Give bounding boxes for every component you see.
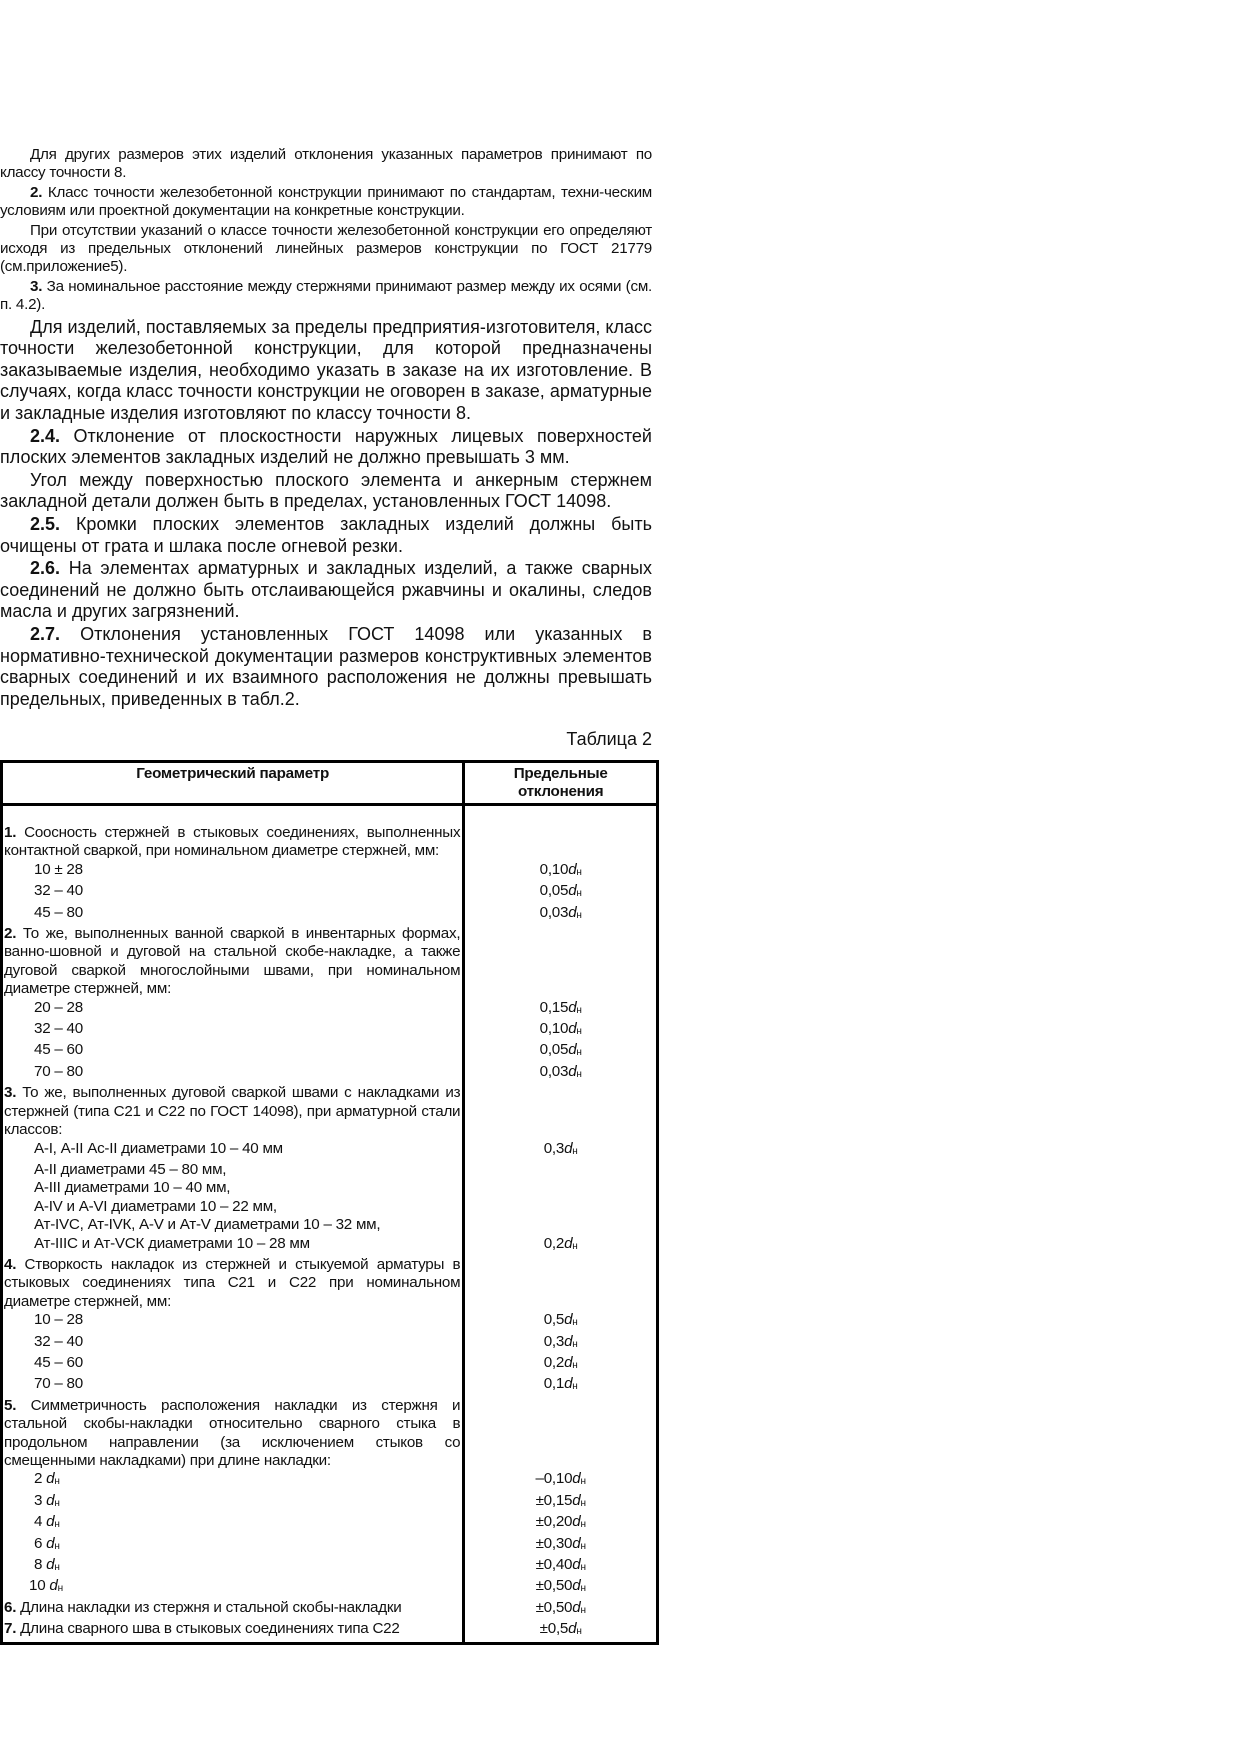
- deviation-subscript: н: [576, 888, 582, 900]
- clause-number: 2.5.: [30, 514, 61, 534]
- row-parameter: [2, 1354, 464, 1375]
- deviation-unit: d: [572, 1491, 581, 1509]
- deviation-unit: d: [568, 1041, 577, 1059]
- row-parameter-text: 10: [29, 1577, 50, 1595]
- table-row-section: [2, 824, 658, 861]
- row-parameter: [2, 1140, 464, 1161]
- paragraph-text: Для других размеров этих изделий отклонения указанных параметров принимают по классу точности 8.: [0, 146, 652, 182]
- deviation-value: 0,03: [539, 1062, 569, 1080]
- deviation-unit: d: [568, 998, 577, 1016]
- row-deviation: [464, 904, 658, 925]
- paragraph-text: Кромки плоских элементов закладных изделий должны быть очищены от грата и шлака после огневой резки.: [0, 514, 652, 556]
- deviation-value: 0,1: [543, 1375, 565, 1393]
- paragraph: [0, 426, 652, 469]
- deviation-unit: d: [564, 1375, 573, 1393]
- section-value: [464, 925, 658, 999]
- section-text: То же, выполненных дуговой сваркой швами с накладками из стержней (типа С21 и С22 по ГОСТ 14098), при арматурной стали классов:: [4, 1084, 461, 1139]
- row-parameter: [2, 861, 464, 882]
- row-parameter-text: 10 ± 28: [34, 860, 83, 878]
- table-row: [2, 1492, 658, 1513]
- row-parameter-text: А-IV и А-VI диаметрами 10 – 22 мм,: [34, 1197, 277, 1215]
- deviation-subscript: н: [580, 1562, 586, 1574]
- table-row: [2, 1470, 658, 1491]
- deviation-subscript: н: [576, 1047, 582, 1059]
- table-row: [2, 999, 658, 1020]
- paragraph: [0, 317, 652, 425]
- row-parameter: [2, 1235, 464, 1256]
- row-parameter-unit: d: [46, 1513, 55, 1531]
- clause-number: 3.: [30, 277, 43, 295]
- row-parameter-text: 4: [34, 1513, 47, 1531]
- table-row: [2, 1556, 658, 1577]
- paragraph: [0, 470, 652, 513]
- row-parameter: [2, 1513, 464, 1534]
- deviation-unit: d: [568, 1062, 577, 1080]
- row-deviation: [464, 1041, 658, 1062]
- table-row: [2, 1235, 658, 1256]
- deviation-value: ±0,20: [535, 1513, 573, 1531]
- clause-number: 2.4.: [30, 425, 61, 446]
- table-row: [2, 1161, 658, 1179]
- paragraph: [0, 558, 652, 623]
- paragraph-text: При отсутствии указаний о классе точности железобетонной конструкции его определяют исходя из предельных отклонений линейных размеров конструкции по ГОСТ 21779 (см.приложение5).: [0, 221, 652, 276]
- deviation-subscript: н: [580, 1519, 586, 1531]
- deviation-unit: d: [564, 1234, 573, 1252]
- deviation-subscript: н: [580, 1497, 586, 1509]
- section-value: [464, 1084, 658, 1139]
- deviation-value: 0,10: [539, 1020, 569, 1038]
- tolerance-table: [0, 760, 659, 1645]
- table-row: [2, 1513, 658, 1534]
- deviation-value: ±0,15: [535, 1491, 573, 1509]
- row-parameter-text: А-II диаметрами 45 – 80 мм,: [34, 1160, 227, 1178]
- deviation-unit: d: [564, 1332, 573, 1350]
- section-parameter: [2, 1620, 464, 1643]
- deviation-subscript: н: [580, 1476, 586, 1488]
- deviation-subscript: н: [576, 866, 582, 878]
- deviation-value: –0,10: [535, 1470, 573, 1488]
- paragraph: [0, 184, 652, 221]
- table-row-section: [2, 1599, 658, 1620]
- section-text: Длина сварного шва в стыковых соединениях типа С22: [16, 1620, 400, 1638]
- deviation-value: ±0,5: [539, 1620, 569, 1638]
- deviation-unit: d: [568, 903, 577, 921]
- deviation-value: 0,03: [539, 903, 569, 921]
- paragraph-text: Угол между поверхностью плоского элемента и анкерным стержнем закладной детали должен быть в пределах, установленных ГОСТ 14098.: [0, 469, 652, 512]
- deviation-unit: d: [568, 882, 577, 900]
- row-parameter-text: 45 – 60: [34, 1041, 83, 1059]
- row-parameter-text: А-III диаметрами 10 – 40 мм,: [34, 1179, 231, 1197]
- deviation-subscript: н: [572, 1381, 578, 1393]
- deviation-unit: d: [572, 1513, 581, 1531]
- section-parameter: [2, 1256, 464, 1311]
- row-deviation: [464, 1179, 658, 1197]
- deviation-value: ±0,30: [535, 1534, 573, 1552]
- row-parameter-subscript: н: [54, 1476, 60, 1488]
- row-parameter: [2, 1179, 464, 1197]
- table-row: [2, 904, 658, 925]
- table-row: [2, 1354, 658, 1375]
- row-parameter-text: 32 – 40: [34, 882, 83, 900]
- table-row: [2, 1063, 658, 1084]
- table-row-section: [2, 925, 658, 999]
- deviation-value: 0,2: [543, 1234, 565, 1252]
- deviation-unit: d: [572, 1470, 581, 1488]
- row-parameter: [2, 1556, 464, 1577]
- row-deviation: [464, 882, 658, 903]
- table-row: [2, 861, 658, 882]
- section-number: 6.: [4, 1598, 17, 1616]
- row-parameter-text: Ат-IIIС и Ат-VСК диаметрами 10 – 28 мм: [34, 1234, 310, 1252]
- row-deviation: [464, 1354, 658, 1375]
- table-row: [2, 1311, 658, 1332]
- row-deviation: [464, 1513, 658, 1534]
- section-text: То же, выполненных ванной сваркой в инвентарных формах, ванно-шовной и дуговой на стальной скобе-накладке, а также дуговой сваркой многослойными швами, при номинальном диаметре стержней, мм:: [4, 925, 461, 998]
- row-parameter-text: 20 – 28: [34, 998, 83, 1016]
- row-parameter-subscript: н: [57, 1583, 63, 1595]
- section-parameter: [2, 824, 464, 861]
- small-text-block: [0, 146, 652, 315]
- row-deviation: [464, 1140, 658, 1161]
- row-deviation: [464, 1333, 658, 1354]
- table-row: [2, 1535, 658, 1556]
- deviation-subscript: н: [576, 1068, 582, 1080]
- row-parameter-text: А-I, А-II Ас-II диаметрами 10 – 40 мм: [34, 1139, 283, 1157]
- table-title: Таблица 2: [566, 729, 652, 750]
- section-value: [464, 1397, 658, 1471]
- table-row: [2, 1041, 658, 1062]
- paragraph: [0, 222, 652, 277]
- table-row: [2, 882, 658, 903]
- section-text: Створкость накладок из стержней и стыкуемой арматуры в стыковых соединениях типа С21 и С22 при номинальном диаметре стержней, мм:: [4, 1255, 461, 1310]
- row-parameter-text: 32 – 40: [34, 1332, 83, 1350]
- deviation-unit: d: [564, 1139, 573, 1157]
- deviation-unit: d: [564, 1353, 573, 1371]
- row-parameter: [2, 1216, 464, 1234]
- section-text: Симметричность расположения накладки из стержня и стальной скобы-накладки относительно сварного стыка в продольном направлении (за исключением стыков со смещенными накладками) при длине накладки:: [4, 1396, 461, 1469]
- paragraph: [0, 278, 652, 315]
- deviation-subscript: н: [572, 1317, 578, 1329]
- paragraph: [0, 514, 652, 557]
- deviation-unit: d: [568, 860, 577, 878]
- section-text: Длина накладки из стержня и стальной скобы-накладки: [16, 1598, 402, 1616]
- row-parameter: [2, 1577, 464, 1598]
- row-parameter-unit: d: [49, 1577, 58, 1595]
- spacer-row: [2, 805, 658, 825]
- row-parameter-text: 45 – 60: [34, 1353, 83, 1371]
- deviation-subscript: н: [576, 1004, 582, 1016]
- deviation-value: 0,3: [543, 1139, 565, 1157]
- deviation-subscript: н: [572, 1145, 578, 1157]
- deviation-subscript: н: [572, 1359, 578, 1371]
- row-deviation: [464, 1161, 658, 1179]
- row-parameter: [2, 1470, 464, 1491]
- deviation-unit: d: [572, 1556, 581, 1574]
- row-parameter-text: 8: [34, 1556, 47, 1574]
- deviation-subscript: н: [580, 1604, 586, 1616]
- table-header-row: [2, 762, 658, 805]
- row-deviation: [464, 1020, 658, 1041]
- row-parameter-subscript: н: [54, 1519, 60, 1531]
- clause-number: 2.6.: [30, 558, 61, 579]
- deviation-value: ±0,50: [535, 1598, 573, 1616]
- paragraph-text: На элементах арматурных и закладных изделий, а также сварных соединений не должно быть отслаивающейся ржавчины и окалины, следов масла и других загрязнений.: [0, 558, 652, 622]
- row-parameter: [2, 1198, 464, 1216]
- section-number: 5.: [4, 1396, 17, 1414]
- row-parameter-text: 2: [34, 1470, 47, 1488]
- deviation-unit: d: [572, 1598, 581, 1616]
- row-parameter-unit: d: [46, 1491, 55, 1509]
- table-row-section: [2, 1397, 658, 1471]
- row-deviation: [464, 1216, 658, 1234]
- deviation-subscript: н: [576, 909, 582, 921]
- row-parameter: [2, 1492, 464, 1513]
- row-parameter: [2, 1063, 464, 1084]
- row-deviation: [464, 999, 658, 1020]
- section-value: [464, 1256, 658, 1311]
- row-deviation: [464, 1470, 658, 1491]
- table-row-section: [2, 1620, 658, 1643]
- clause-number: 2.: [30, 183, 43, 201]
- row-deviation: [464, 861, 658, 882]
- section-parameter: [2, 925, 464, 999]
- row-parameter: [2, 1041, 464, 1062]
- deviation-subscript: н: [580, 1583, 586, 1595]
- row-parameter: [2, 1333, 464, 1354]
- paragraph: [0, 624, 652, 710]
- row-deviation: [464, 1311, 658, 1332]
- row-parameter-text: 70 – 80: [34, 1375, 83, 1393]
- deviation-value: 0,10: [539, 860, 569, 878]
- row-parameter: [2, 1020, 464, 1041]
- header-parameter: Геометрический параметр: [2, 762, 464, 805]
- deviation-unit: d: [572, 1577, 581, 1595]
- table-row: [2, 1140, 658, 1161]
- deviation-subscript: н: [580, 1540, 586, 1552]
- paragraph-text: За номинальное расстояние между стержнями принимают размер между их осями (см. п. 4.2).: [0, 277, 652, 314]
- row-parameter: [2, 1375, 464, 1396]
- row-deviation: [464, 1375, 658, 1396]
- section-value: [464, 1620, 658, 1643]
- paragraph-text: Отклонения установленных ГОСТ 14098 или указанных в нормативно-технической документации размеров конструктивных элементов сварных соединений и их взаимного расположения не должны превышать предельных, приведенных в табл.2.: [0, 623, 652, 709]
- deviation-value: ±0,50: [535, 1577, 573, 1595]
- table-row: [2, 1020, 658, 1041]
- deviation-value: 0,15: [539, 998, 569, 1016]
- row-parameter-text: 32 – 40: [34, 1020, 83, 1038]
- row-deviation: [464, 1235, 658, 1256]
- row-deviation: [464, 1535, 658, 1556]
- section-value: [464, 824, 658, 861]
- row-parameter-text: 3: [34, 1491, 47, 1509]
- table-row: [2, 1375, 658, 1396]
- paragraph-text: Класс точности железобетонной конструкции принимают по стандартам, техни-ческим условиям или проектной документации на конкретные конструкции.: [0, 183, 652, 220]
- deviation-subscript: н: [576, 1026, 582, 1038]
- row-parameter-text: 10 – 28: [34, 1311, 83, 1329]
- table-row-section: [2, 1256, 658, 1311]
- row-parameter: [2, 882, 464, 903]
- row-deviation: [464, 1556, 658, 1577]
- document-page: [0, 146, 652, 751]
- deviation-value: 0,5: [543, 1311, 565, 1329]
- row-parameter-text: Ат-IVС, Ат-IVК, А-V и Ат-V диаметрами 10 – 32 мм,: [34, 1216, 381, 1234]
- section-text: Соосность стержней в стыковых соединениях, выполненных контактной сваркой, при номинальном диаметре стержней, мм:: [4, 824, 461, 860]
- deviation-value: 0,05: [539, 882, 569, 900]
- section-parameter: [2, 1599, 464, 1620]
- section-number: 4.: [4, 1255, 17, 1273]
- deviation-unit: d: [568, 1020, 577, 1038]
- row-parameter: [2, 1535, 464, 1556]
- row-parameter-unit: d: [46, 1470, 55, 1488]
- section-number: 7.: [4, 1620, 17, 1638]
- paragraph-text: Отклонение от плоскостности наружных лицевых поверхностей плоских элементов закладных изделий не должно превышать 3 мм.: [0, 425, 652, 468]
- deviation-value: 0,2: [543, 1353, 565, 1371]
- row-parameter: [2, 904, 464, 925]
- section-number: 3.: [4, 1084, 17, 1102]
- row-parameter-unit: d: [46, 1556, 55, 1574]
- main-text-block: [0, 317, 652, 711]
- row-parameter: [2, 1311, 464, 1332]
- section-number: 1.: [4, 824, 17, 841]
- row-parameter: [2, 1161, 464, 1179]
- table-row-section: [2, 1084, 658, 1139]
- section-parameter: [2, 1084, 464, 1139]
- deviation-value: ±0,40: [535, 1556, 573, 1574]
- deviation-subscript: н: [576, 1626, 582, 1638]
- row-deviation: [464, 1577, 658, 1598]
- row-parameter-subscript: н: [54, 1562, 60, 1574]
- clause-number: 2.7.: [30, 623, 61, 644]
- section-value: [464, 1599, 658, 1620]
- row-parameter-unit: d: [46, 1534, 55, 1552]
- deviation-value: 0,3: [543, 1332, 565, 1350]
- deviation-value: 0,05: [539, 1041, 569, 1059]
- row-deviation: [464, 1198, 658, 1216]
- row-parameter-text: 45 – 80: [34, 903, 83, 921]
- deviation-unit: d: [564, 1311, 573, 1329]
- row-parameter-subscript: н: [54, 1497, 60, 1509]
- row-parameter: [2, 999, 464, 1020]
- paragraph-text: Для изделий, поставляемых за пределы предприятия-изготовителя, класс точности железобетонной конструкции, для которой предназначены заказываемые изделия, необходимо указать в заказе на их изготовление. В случаях, когда класс точности конструкции не оговорен в заказе, арматурные и закладные изделия изготовляют по классу точности 8.: [0, 316, 652, 424]
- paragraph: [0, 146, 652, 183]
- deviation-subscript: н: [572, 1338, 578, 1350]
- row-parameter-text: 70 – 80: [34, 1062, 83, 1080]
- row-parameter-subscript: н: [54, 1540, 60, 1552]
- section-number: 2.: [4, 925, 17, 943]
- table-row: [2, 1179, 658, 1197]
- deviation-subscript: н: [572, 1240, 578, 1252]
- row-deviation: [464, 1492, 658, 1513]
- table-row: [2, 1333, 658, 1354]
- row-deviation: [464, 1063, 658, 1084]
- table-row: [2, 1577, 658, 1598]
- table-row: [2, 1198, 658, 1216]
- header-deviation: Предельные отклонения: [464, 762, 658, 805]
- row-parameter-text: 6: [34, 1534, 47, 1552]
- deviation-unit: d: [572, 1534, 581, 1552]
- deviation-unit: d: [568, 1620, 577, 1638]
- table-row: [2, 1216, 658, 1234]
- section-parameter: [2, 1397, 464, 1471]
